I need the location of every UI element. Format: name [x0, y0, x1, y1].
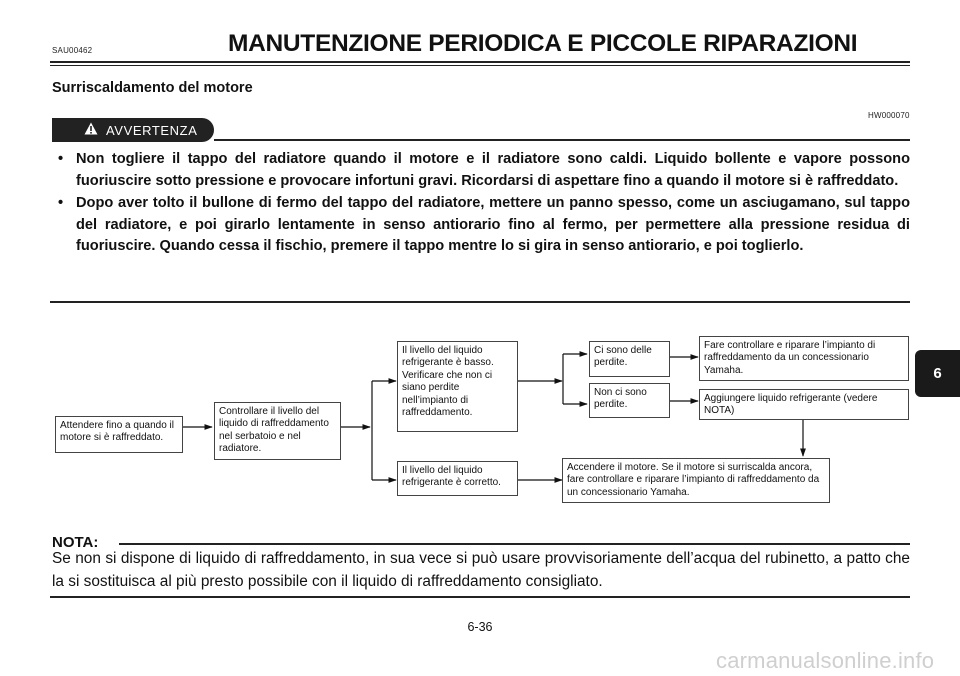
page-number: 6-36	[467, 620, 493, 634]
warning-label: AVVERTENZA	[106, 122, 198, 138]
flow-box-leaks: Ci sono delle perdite.	[589, 341, 670, 377]
flow-box-add-coolant: Aggiungere liquido refrigerante (vedere NOTA)	[699, 389, 909, 420]
watermark: carmanualsonline.info	[716, 648, 935, 673]
flow-box-check-level: Controllare il livello del liquido di raffreddamento nel serbatoio e nel radiatore.	[214, 402, 341, 460]
flow-box-level-correct: Il livello del liquido refrigerante è corretto.	[397, 461, 518, 496]
flow-box-no-leaks: Non ci sono perdite.	[589, 383, 670, 418]
flow-box-level-low: Il livello del liquido refrigerante è basso. Verificare che non ci siano perdite nell’impianto di raffreddamento.	[397, 341, 518, 432]
warning-bullet: • Non togliere il tappo del radiatore quando il motore e il radiatore sono caldi. Liquido bollente e vapore possono fuoriuscire sotto pressione e provocare infortuni gravi. Ricordarsi di aspettare fino a quando il motore si è raffreddato.	[52, 149, 910, 192]
warning-bullet-text: Dopo aver tolto il bullone di fermo del tappo del radiatore, mettere un panno spesso, come un asciugamano, sul tappo del radiatore, e poi girarlo lentamente in senso antiorario fino al fermo, per permettere alla pressione residua di fuoriuscire. Quando cessa il fischio, premere il tappo mentre lo si gira in senso antiorario, e poi toglierlo.	[76, 195, 910, 255]
nota-bottom-rule	[50, 596, 910, 598]
section-title: Surriscaldamento del motore	[52, 80, 253, 96]
flow-box-wait: Attendere fino a quando il motore si è raffreddato.	[55, 416, 183, 453]
section-code: HW000070	[868, 111, 910, 120]
warning-bullet-text: Non togliere il tappo del radiatore quando il motore e il radiatore sono caldi. Liquido bollente e vapore possono fuoriuscire sotto pressione e provocare infortuni gravi. Ricordarsi di aspettare fino a quando il motore si è raffreddato.	[76, 151, 910, 189]
nota-label: NOTA:	[52, 534, 99, 551]
header-code: SAU00462	[52, 46, 93, 55]
flow-box-repair: Fare controllare e riparare l’impianto di raffreddamento da un concessionario Yamaha.	[699, 336, 909, 381]
nota-top-rule	[119, 543, 910, 545]
nota-text: Se non si dispone di liquido di raffreddamento, in sua vece si può usare provvisoriamente dell’acqua del rubinetto, a patto che la si sostituisca al più presto possibile con il liquido di raffreddamento consigliato.	[52, 550, 910, 590]
warning-bullet: • Dopo aver tolto il bullone di fermo del tappo del radiatore, mettere un panno spesso, come un asciugamano, sul tappo del radiatore, e poi girarlo lentamente in senso antiorario fino al fermo, per permettere alla pressione residua di fuoriuscire. Quando cessa il fischio, premere il tappo mentre lo si gira in senso antiorario, e poi toglierlo.	[52, 193, 910, 258]
flow-box-start-engine: Accendere il motore. Se il motore si surriscalda ancora, fare controllare e riparare l’impianto di raffreddamento da un concessionario Yamaha.	[562, 458, 830, 503]
page-header-title: MANUTENZIONE PERIODICA E PICCOLE RIPARAZIONI	[228, 30, 858, 57]
chapter-tab: 6	[915, 350, 960, 397]
